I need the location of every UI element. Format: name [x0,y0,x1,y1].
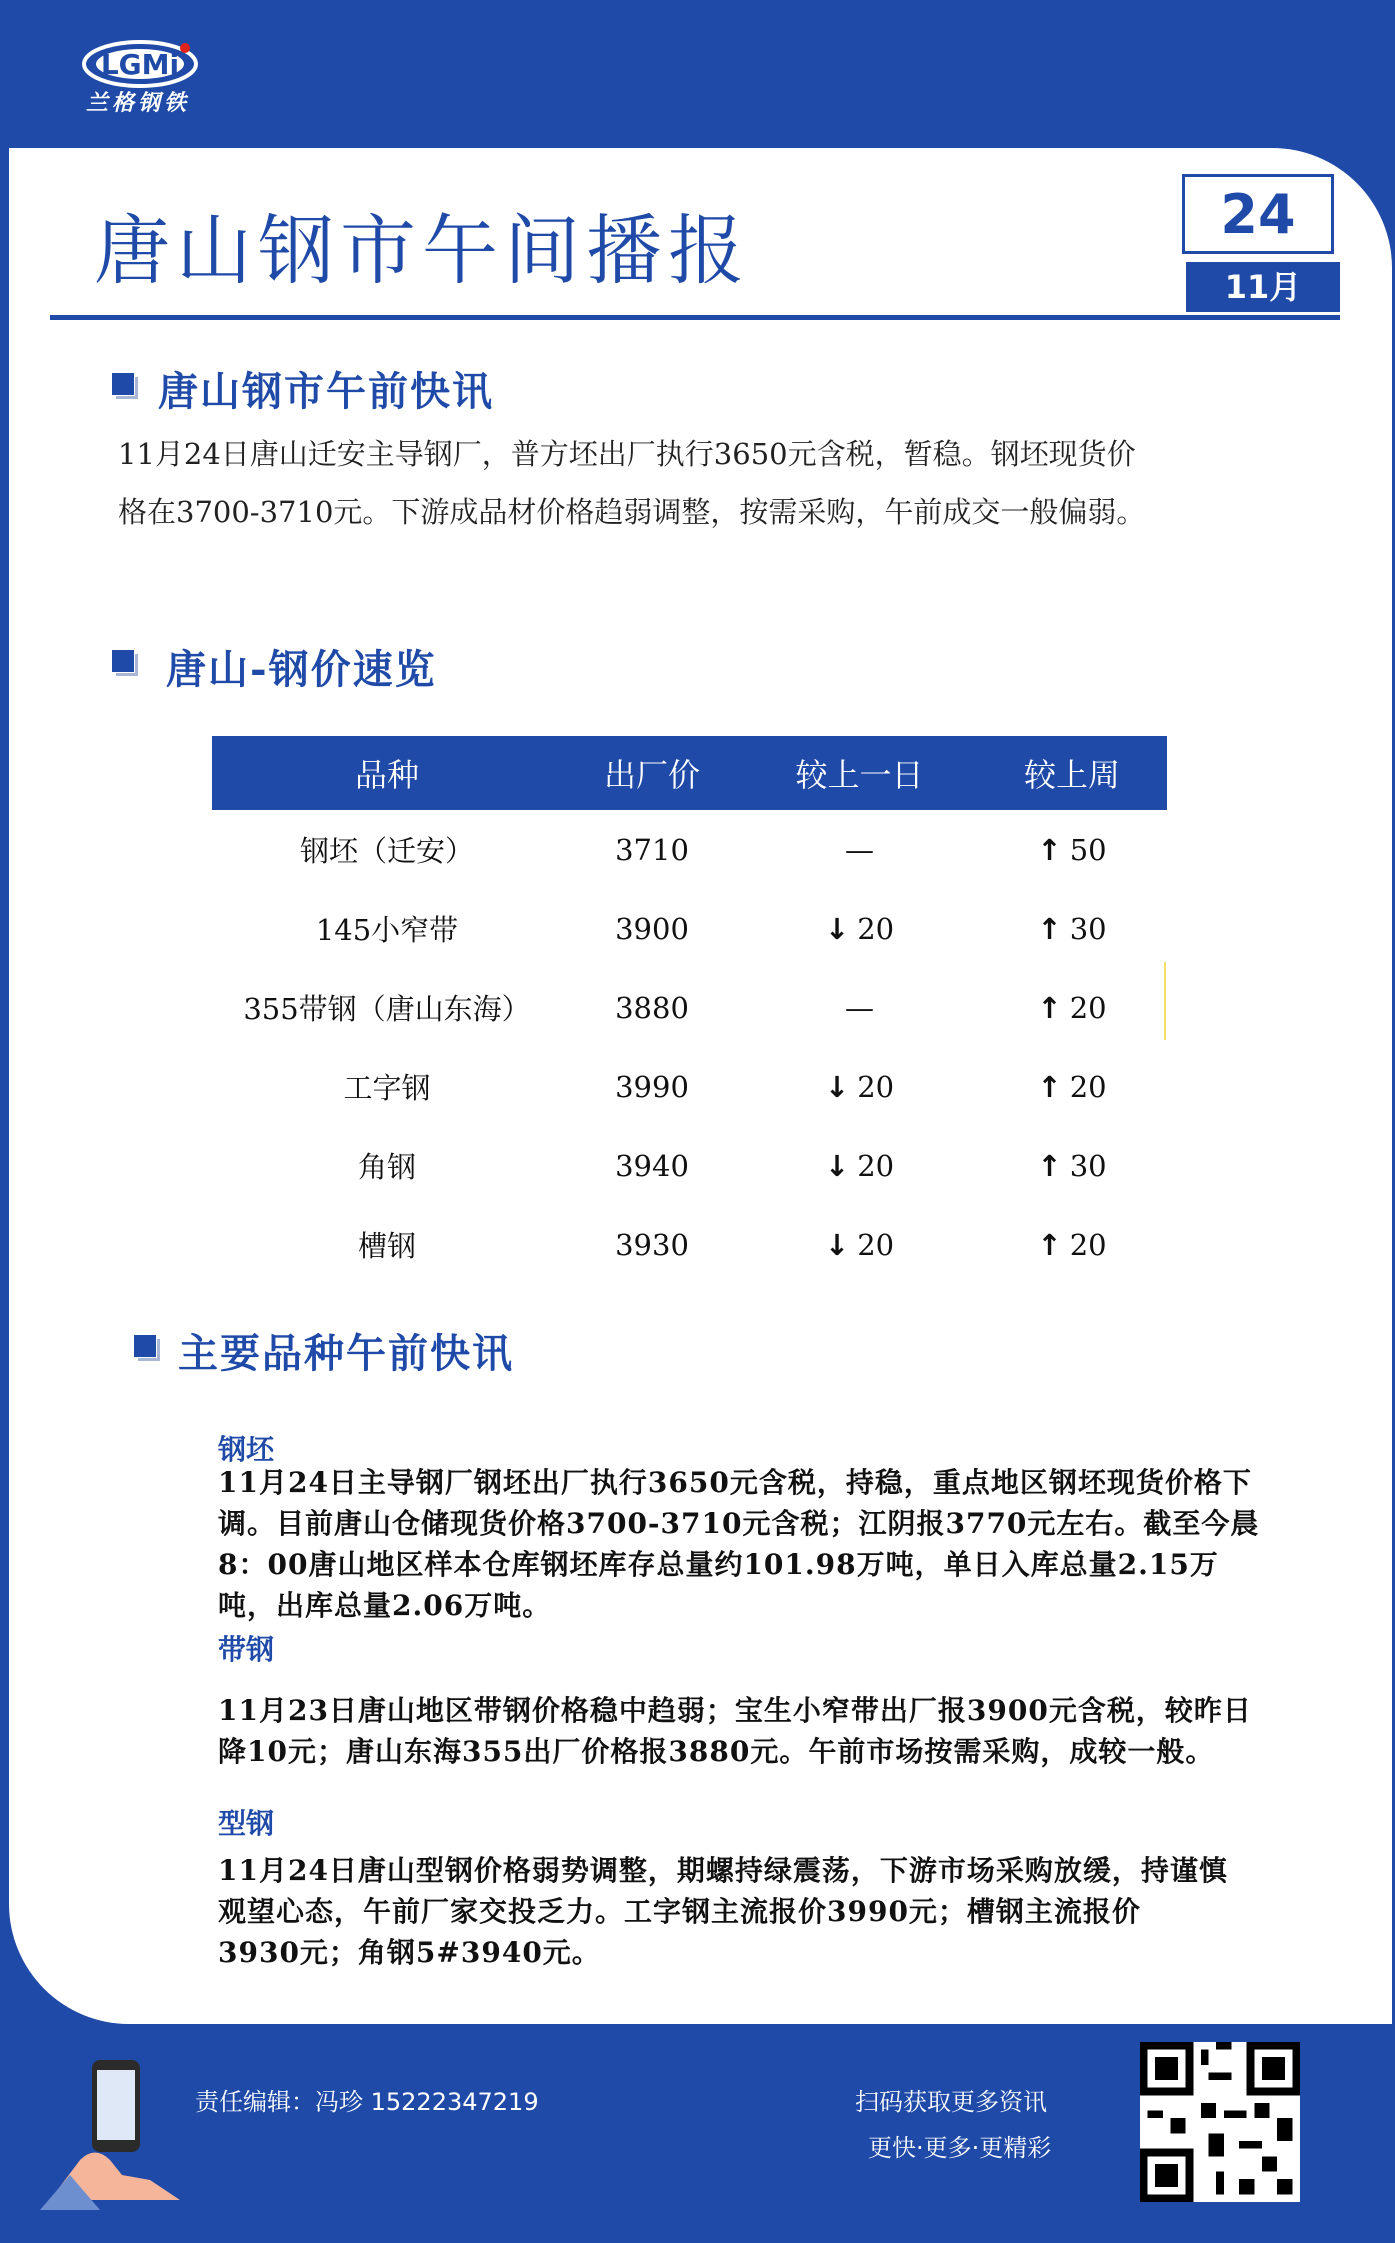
arrow-up-icon: ↑ [1037,1148,1062,1183]
cell-day-change [742,1047,977,1126]
cell-name-value: 工字钢 [343,1071,431,1105]
section-bullet-icon [112,650,138,676]
arrow-up-icon: ↑ [1037,911,1062,946]
column-header: 较上一日 [742,736,977,810]
cell-week-change-value: 20 [1069,1227,1107,1262]
arrow-down-icon: ↓ [824,1148,850,1183]
subheading-billet: 钢坯 [218,1433,275,1466]
table-edge-mark [1164,962,1166,1040]
cell-day-change [742,810,977,889]
cell-price [562,1047,742,1126]
cell-name-value: 355带钢（唐山东海） [243,992,531,1026]
column-header: 较上周 [977,736,1167,810]
cell-week-change [977,1047,1167,1126]
text-line: 11月24日唐山型钢价格弱势调整，期螺持绿震荡，下游市场采购放缓，持谨慎 [218,1854,1228,1887]
cell-price [562,1205,742,1284]
cell-day-change [742,968,977,1047]
cell-week-change-value: 20 [1069,1069,1107,1104]
billet-text [218,1462,1308,1626]
section-bullet-icon [134,1335,160,1361]
cell-week-change [977,889,1167,968]
cell-name-value: 钢坯（迁安） [299,834,474,868]
text-line: 降10元；唐山东海355出厂价格报3880元。午前市场按需采购，成较一般。 [218,1735,1215,1768]
text-line: 吨，出库总量2.06万吨。 [218,1589,552,1622]
cell-day-change [742,1205,977,1284]
paragraph-line: 11月24日唐山迁安主导钢厂，普方坯出厂执行3650元含税，暂稳。钢坯现货价 [118,437,1136,471]
section-title-product-news: 主要品种午前快讯 [178,1330,514,1377]
subheading-strip: 带钢 [218,1633,275,1666]
cell-price-value: 3940 [615,1148,689,1183]
arrow-down-icon: ↓ [824,1227,850,1262]
cell-week-change-value: 30 [1069,911,1107,946]
phone-hand-icon [40,2050,190,2210]
cell-price [562,889,742,968]
cell-price-value: 3710 [615,832,689,867]
cell-day-change-value: — [845,990,874,1025]
cell-day-change [742,1126,977,1205]
title-divider [50,315,1340,320]
arrow-down-icon: ↓ [824,911,850,946]
cell-price-value: 3900 [615,911,689,946]
table-row [212,968,1167,1047]
cell-name-value: 145小窄带 [315,913,459,947]
subheading-section-steel: 型钢 [218,1807,275,1840]
cell-day-change [742,889,977,968]
paragraph-line: 格在3700-3710元。下游成品材价格趋弱调整，按需采购，午前成交一般偏弱。 [118,495,1146,529]
cell-week-change-value: 50 [1069,832,1107,867]
cell-week-change-value: 30 [1069,1148,1107,1183]
section-steel-text [218,1850,1308,1973]
cell-name-value: 角钢 [357,1150,416,1184]
morning-news-text [118,425,1318,541]
section-title-morning-news: 唐山钢市午前快讯 [158,368,494,415]
cell-week-change-value: 20 [1069,990,1107,1025]
section-bullet-icon [112,373,138,399]
logo-wordmark: LGMi [100,48,180,81]
cell-day-change-value: 20 [857,1148,895,1183]
slogan: 更快·更多·更精彩 [868,2134,1052,2162]
table-row [212,1047,1167,1126]
editor-info: 责任编辑：冯珍 15222347219 [195,2088,539,2116]
cell-price-value: 3880 [615,990,689,1025]
cell-name [212,889,562,968]
column-header: 品种 [212,736,562,810]
text-line: 11月24日主导钢厂钢坯出厂执行3650元含税，持稳，重点地区钢坯现货价格下 [218,1466,1252,1499]
text-line: 3930元；角钢5#3940元。 [218,1936,601,1969]
cell-name [212,1047,562,1126]
cell-price-value: 3930 [615,1227,689,1262]
cell-price-value: 3990 [615,1069,689,1104]
logo-chinese: 兰格钢铁 [86,90,191,116]
cell-day-change-value: 20 [857,1069,895,1104]
cell-week-change [977,968,1167,1047]
arrow-up-icon: ↑ [1037,832,1062,867]
column-header: 出厂价 [562,736,742,810]
cell-price [562,968,742,1047]
cell-day-change-value: 20 [857,1227,895,1262]
table-row [212,889,1167,968]
price-table [212,736,1167,1284]
table-row [212,1126,1167,1205]
cell-price [562,1126,742,1205]
cell-name-value: 槽钢 [357,1229,416,1263]
cell-name [212,1126,562,1205]
text-line: 调。目前唐山仓储现货价格3700-3710元含税；江阴报3770元左右。截至今晨 [218,1507,1260,1540]
section-title-price-overview: 唐山-钢价速览 [166,646,437,693]
cell-week-change [977,810,1167,889]
arrow-up-icon: ↑ [1037,1227,1062,1262]
table-header-row [212,736,1167,810]
scan-prompt: 扫码获取更多资讯 [855,2088,1047,2116]
date-month: 11月 [1186,262,1340,312]
cell-price [562,810,742,889]
cell-name [212,1205,562,1284]
date-day: 24 [1182,174,1334,254]
table-row [212,1205,1167,1284]
cell-day-change-value: — [845,832,874,867]
table-row [212,810,1167,889]
cell-day-change-value: 20 [857,911,895,946]
arrow-down-icon: ↓ [824,1069,850,1104]
text-line: 观望心态，午前厂家交投乏力。工字钢主流报价3990元；槽钢主流报价 [218,1895,1141,1928]
cell-week-change [977,1205,1167,1284]
text-line: 8：00唐山地区样本仓库钢坯库存总量约101.98万吨，单日入库总量2.15万 [218,1548,1219,1581]
arrow-up-icon: ↑ [1037,990,1062,1025]
cell-name [212,810,562,889]
cell-week-change [977,1126,1167,1205]
arrow-up-icon: ↑ [1037,1069,1062,1104]
qr-code[interactable] [1140,2042,1300,2202]
cell-name [212,968,562,1047]
page-title: 唐山钢市午间播报 [94,206,750,295]
text-line: 11月23日唐山地区带钢价格稳中趋弱；宝生小窄带出厂报3900元含税，较昨日 [218,1694,1252,1727]
strip-text [218,1690,1308,1772]
